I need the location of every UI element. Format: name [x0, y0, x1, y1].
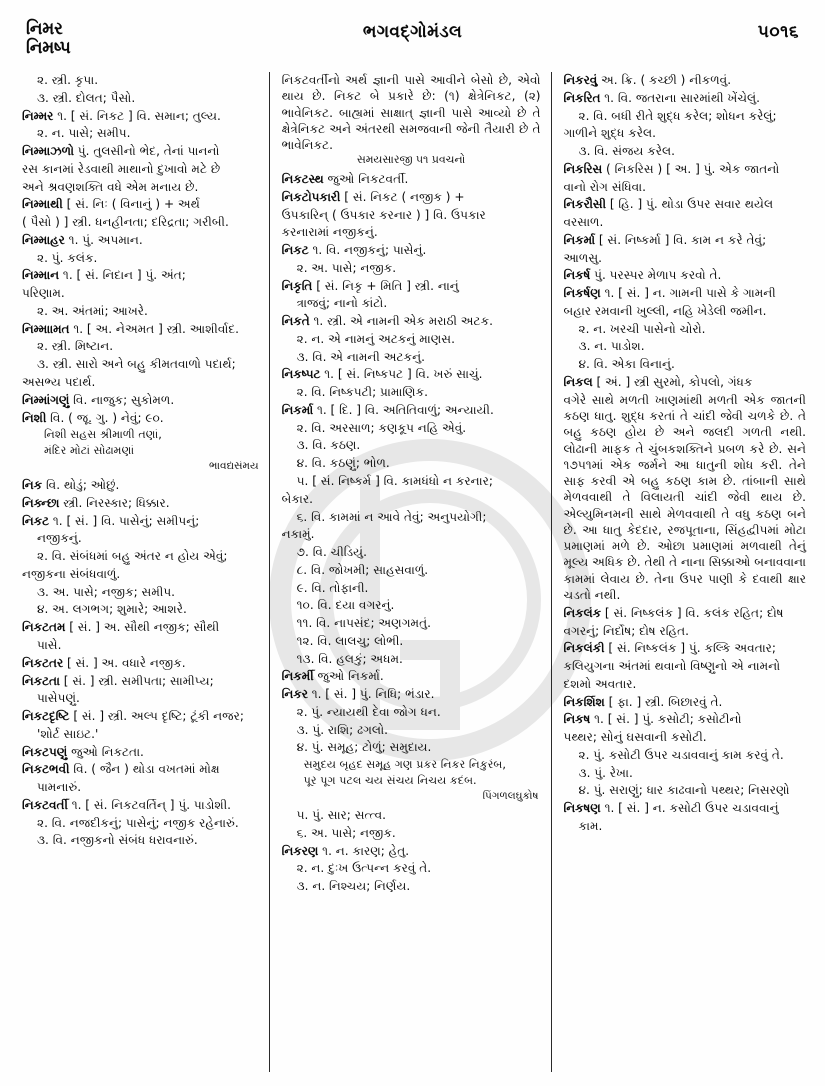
entry-sense: ૩. ન. નિશ્ચય; નિર્ણય.	[296, 879, 411, 894]
dictionary-title: ભગવદ્ગોમંડલ	[362, 22, 463, 42]
dictionary-entry	[564, 640, 806, 656]
entry-definition: [ સં. નિકટ ( નજીક ) +	[340, 189, 465, 204]
entry-headword: નિકટ	[22, 513, 50, 528]
entry-sense: ૫. [ સં. નિષ્કર્મ ] વિ. કામધંધો ન કરનાર;	[296, 474, 493, 488]
entry-sense: ૨. સ્ત્રી. કૃપા.	[37, 73, 99, 87]
verse-line: પૂર પૂગ પટલ ચય સંચય નિચય કદંબ.	[303, 774, 477, 788]
dictionary-entry	[564, 72, 806, 88]
entry-sense: ૬. અ. પાસે; નજીક.	[296, 825, 396, 840]
entry-definition: [ સં. નિષ્કર્મા ] વિ. કામ ન કરે તેવું;	[595, 232, 767, 247]
entry-definition: [ ફા. ] સ્ત્રી. બિછારવું તે.	[604, 694, 723, 709]
dictionary-entry	[564, 232, 806, 248]
entry-continuation: કરનારામાં નજીકનું.	[281, 225, 378, 240]
entry-definition: જુઓ નિકટવર્તી.	[323, 171, 409, 186]
dictionary-entry	[22, 143, 261, 159]
entry-headword: નિકટભવી	[22, 762, 70, 777]
entry-headword: નિકષ	[563, 712, 591, 727]
entry-sense: ૪. પું. સરાણું; ધાર કાઢવાનો પથ્થર; નિસરણો	[578, 783, 790, 798]
entry-headword: નિમ્માહર	[22, 232, 65, 247]
dictionary-entry	[282, 668, 541, 684]
entry-definition: વિ. નાજુક; સુકોમળ.	[69, 392, 175, 407]
entry-definition: [ સં. નિઃ ( વિનાનું ) + અર્થ	[62, 197, 200, 212]
entry-continuation: પામનારું.	[37, 780, 82, 795]
entry-sense: ૩. વિ. એ નામની અટકનું.	[296, 349, 425, 364]
entry-continuation: ( પૈસો ) ] સ્ત્રી. ધનહીનતા; દરિદ્રતા; ગરીબી.	[22, 215, 229, 230]
dictionary-entry	[564, 285, 806, 301]
entry-definition: ૧. પું. અપમાન.	[64, 232, 143, 247]
entry-sense: ૬. વિ. કામમાં ન આવે તેવું; અનુપયોગી;	[296, 509, 487, 524]
entry-headword: નિકતે	[281, 314, 310, 329]
dictionary-entry	[282, 278, 541, 294]
entry-sense: ૩. પું. રાશિ; ઢગલો.	[296, 722, 388, 737]
entry-headword: નિકલ	[563, 375, 593, 390]
entry-definition: વિ. થોડું; ઓછું.	[42, 478, 120, 493]
entry-definition: [ સં. નિષ્કલંક ] વિ. કલંક રહિત; દોષ	[601, 605, 784, 620]
dictionary-entry	[282, 171, 541, 187]
entry-sense: ૪. વિ. કઠણું; ભોળ.	[296, 456, 390, 471]
entry-sense: ૨. વિ. સંબંધમાં બહુ અંતર ન હોય એવું;	[37, 549, 228, 564]
entry-definition: ૧. [ સં. નિકટવર્તિન્ ] પું. પાડોશી.	[67, 797, 232, 812]
entry-sense: ૭. વિ. ચીડિયું.	[296, 545, 367, 560]
entry-definition: ૧. [ સં. ] ન. ગામની પાસે કે ગામની	[600, 286, 776, 301]
entry-sense: ૩. વિ. સંજય કરેલ.	[578, 144, 675, 159]
entry-continuation: કામ.	[578, 818, 603, 833]
dictionary-entry	[22, 267, 261, 283]
entry-continuation: વગરનું; નિર્દોષ; દોષ રહિત.	[563, 623, 689, 638]
entry-definition: ૧. [ દિ. ] વિ. અતિતિવાળું; અન્યાયી.	[313, 402, 494, 417]
entry-definition: વિ. ( જૈન ) થોડા વખતમાં મોક્ષ	[69, 762, 220, 777]
dictionary-entry	[282, 843, 541, 859]
entry-continuation: દશમો અવતાર.	[563, 676, 637, 691]
dictionary-entry	[22, 673, 261, 689]
entry-headword: નિકટસ્થ	[281, 171, 324, 186]
entry-continuation: ગાળીને શુદ્ધ કરેલ.	[563, 126, 657, 141]
entry-headword: નિમ્માંગણું	[22, 392, 70, 407]
entry-headword: નિકલંકી	[563, 641, 605, 656]
entry-sense: ૨. ન. ખરચી પાસેનો ચોરો.	[578, 321, 706, 336]
dictionary-entry	[22, 797, 261, 813]
dictionary-entry	[564, 196, 806, 212]
entry-sense: ૩. વિ. નજીકનો સંબંધ ધરાવનારું.	[37, 833, 198, 848]
dictionary-entry	[564, 267, 806, 283]
entry-continuation: અસભ્ય પદાર્થ.	[22, 375, 96, 390]
running-head-left-line1: નિમર	[26, 19, 63, 39]
dictionary-entry	[564, 694, 806, 710]
entry-definition: ૧. વિ. નજીકનું; પાસેનું.	[308, 243, 427, 258]
entry-headword: નિકર્મી	[281, 669, 314, 684]
entry-continuation: પાસેપણું.	[37, 691, 80, 706]
dictionary-entry	[22, 761, 261, 777]
verse-line: મંદિર મોટાં સોઢામણાં	[44, 444, 135, 458]
entry-headword: નિક	[22, 478, 43, 493]
entry-headword: નિકર	[281, 687, 308, 702]
entry-headword: નિકટતા	[22, 673, 60, 688]
entry-sense: ૨. પું. કસોટી ઉપર ચડાવવાનું કામ કરવું તે.	[578, 747, 784, 762]
entry-definition: પું. તુલસીનો ભેદ, તેનાં પાનનો	[73, 144, 220, 159]
entry-sense: ૩. ન. પાડોશ.	[578, 339, 645, 354]
entry-continuation: ત્રાજવું; નાનો કાંટો.	[296, 296, 388, 311]
entry-headword: નિકરિત	[563, 90, 601, 105]
entry-definition: જુઓ નિકર્મા.	[313, 669, 384, 684]
running-head-left-line2: નિમષ્પ	[26, 38, 71, 59]
entry-definition: [ સં. નિકૃ + મિતિ ] સ્ત્રી. નાનું	[312, 278, 459, 293]
entry-continuation: પરિણામ.	[22, 286, 65, 301]
dictionary-entry	[22, 108, 261, 124]
entry-sense: ૩. સ્ત્રી. દોલત; પૈસો.	[37, 90, 136, 105]
dictionary-entry	[22, 410, 261, 426]
entry-sense: ૨. સ્ત્રી. મિષ્ટાન.	[37, 339, 114, 354]
entry-headword: નિમ્માથી	[22, 197, 63, 212]
dictionary-entry	[564, 800, 806, 816]
entry-headword: નિકલંક	[563, 605, 602, 620]
dictionary-entry	[564, 605, 806, 621]
entry-headword: નિકરૌસી	[563, 197, 607, 212]
dictionary-entry	[22, 495, 261, 511]
entry-headword: નિકટતમ	[22, 620, 66, 635]
entry-definition: ૧. ન. કારણ; હેતુ.	[318, 843, 410, 858]
entry-sense: ૪. પું. સમૂહ; ટોળું; સમુદાય.	[296, 740, 432, 755]
entry-continuation: નકામું.	[281, 527, 315, 542]
entry-headword: નિમ્મર	[22, 108, 54, 123]
entry-headword: નિમ્માન	[22, 268, 60, 283]
column-1	[22, 72, 269, 1072]
entry-continuation: વગેરે સાથે મળતી ખાણમાંથી મળતી એક જાતની કઠણ ધાતુ. શુદ્ધ કરતાં તે ચાંદી જેવી ચળકે છે. તે બહુ કઠણ હોય છે અને જલદી ગળતી નથી. લોઢાની માફક તે ચુંબકશક્તિને પ્રબળ કરે છે. સને ૧૭૫૧માં એક જર્મને આ ધાતુની શોધ કરી. તેને સાફ કરવી એ બહુ કઠણ કામ છે. તાંબાની સાથે મેળવવાથી તે વિલાયતી ચાંદી જેવી થાય છે. એલ્યુમિનમની સાથે મેળવવાથી તે વધુ કઠણ બને છે. આ ધાતુ કેદદાર, રજપૂતાના, સિંહદ્વીપમાં મોટા પ્રમાણમાં મળે છે. ઓછા પ્રમાણમાં મળવાથી તેનું મૂલ્ય અધિક છે. તેથી તે નાના સિક્કાઓ બનાવવાના કામમાં લેવાય છે. તેના ઉપર પાણી કે દવાથી ક્ષાર ચડતો નથી.	[563, 392, 806, 602]
dictionary-entry	[282, 366, 541, 382]
entry-headword: નિકર્મા	[563, 232, 595, 247]
entry-headword: નિકટોપકારી	[281, 189, 341, 204]
dictionary-entry	[22, 744, 261, 760]
dictionary-entry	[22, 708, 261, 724]
page-number: ૫૦૧૬	[757, 22, 799, 42]
dictionary-entry	[22, 232, 261, 248]
running-head	[26, 20, 799, 70]
dictionary-entry	[282, 189, 541, 205]
entry-definition: [ સં. નિષ્કલંક ] પું. કલ્કિ અવતાર;	[604, 641, 777, 656]
entry-sense: ૧૨. વિ. લાલચુ; લોભી.	[296, 633, 404, 648]
dictionary-entry	[22, 513, 261, 529]
entry-definition: ૧. [ સં. ] પું. કસોટી; કસોટીનો	[590, 712, 742, 727]
dictionary-entry	[564, 711, 806, 727]
verse-line: સમુદય બૃહદ સમૂહ ગણ પ્રકર નિકર નિકુરંબ,	[303, 758, 506, 772]
entry-continuation: નજીકનું.	[37, 531, 82, 546]
entry-definition: [ અં. ] સ્ત્રી સુરમો, કોપલો, ગંધક	[592, 375, 753, 390]
verse-line: નિશી સહસ શ્રીમાળી તણાં,	[44, 428, 162, 442]
entry-sense: ૧૧. વિ. નાપસંદ; અણગમતું.	[296, 616, 431, 631]
entry-headword: નિકરવું	[563, 73, 598, 87]
verse-quotation	[22, 427, 261, 459]
entry-sense: ૪. અ. લગભગ; શુમારે; આશરે.	[37, 602, 187, 617]
entry-sense: ૨. અ. પાસે; નજીક.	[296, 260, 397, 275]
entry-headword: નિકટવર્તી	[22, 797, 68, 812]
entry-continuation: આળસુ.	[563, 250, 602, 265]
entry-definition: [ સં. ] અ. વધારે નજીક.	[63, 655, 186, 670]
entry-sense: ૨. પું. કલંક.	[37, 250, 98, 265]
entry-headword: નિકર્શિશ	[563, 694, 605, 709]
entry-definition: [ સં. ] અ. સૌથી નજીક; સૌથી	[65, 620, 220, 635]
entry-definition: ૧. [ સં. ] ન. કસોટી ઉપર ચડાવવાનું	[600, 801, 779, 816]
entry-definition: ( નિકરિસ ) [ અ. ] પું. એક જાતનો	[602, 161, 780, 176]
entry-definition: અ. ક્રિ. ( કચ્છી ) નીકળવું.	[597, 73, 732, 87]
verse-quotation	[282, 757, 541, 789]
entry-definition: ૧. [ અ. નેઅમત ] સ્ત્રી. આશીર્વાદ.	[69, 321, 239, 336]
column-2	[269, 72, 552, 1072]
entry-sense: ૩. વિ. કઠણ.	[296, 438, 361, 453]
entry-definition: સ્ત્રી. નિરસ્કાર; ધિક્કાર.	[59, 495, 170, 510]
column-container	[22, 72, 806, 1072]
entry-definition: ૧. સ્ત્રી. એ નામની એક મરાઠી અટક.	[309, 314, 493, 329]
entry-definition: ૧. [ સં. નિષ્કપટ ] વિ. ખરું સાચું.	[320, 367, 483, 382]
dictionary-entry	[282, 686, 541, 702]
entry-headword: નિકરિસ	[563, 161, 603, 176]
dictionary-entry	[22, 321, 261, 337]
entry-continuation: કલિયુગના અંતમાં થવાનો વિષ્ણુનો એ નામનો	[563, 659, 781, 674]
entry-definition: ૧. વિ. જતરાના સારમાંથી ખેંચેલું.	[600, 90, 761, 105]
entry-sense: ૨. વિ. નજદીકનું; પાસેનું; નજીક રહેનારું.	[37, 815, 239, 830]
entry-sense: ૩. પું. રેખા.	[578, 765, 633, 780]
entry-continuation: પાસે.	[37, 638, 62, 652]
entry-definition: ૧. [ સં. નિકટ ] વિ. સમાન; તુલ્ય.	[53, 108, 221, 123]
entry-continuation: ઉપકારિન્ ( ઉપકાર કરનાર ) ] વિ. ઉપકાર	[281, 207, 486, 222]
entry-definition: ૧. [ સં. ] વિ. પાસેનું; સમીપનું;	[49, 513, 200, 528]
citation-source: સમયસારજી ૫૧ પ્રવચનો	[356, 153, 466, 167]
entry-definition: વિ. ( જૂ. ગુ. ) નેવું; ૯૦.	[46, 410, 164, 425]
entry-definition: પું. પરસ્પર મેળાપ કરવો તે.	[590, 268, 722, 283]
dictionary-entry	[22, 655, 261, 671]
entry-sense: ૨. અ. અંતમાં; આખરે.	[37, 303, 148, 318]
entry-headword: નિમ્માઝળો	[22, 144, 74, 159]
entry-definition: [ હિ. ] પું. થોડા ઉપર સવાર થયેલ	[606, 197, 774, 212]
dictionary-entry	[282, 242, 541, 258]
entry-sense: ૧૦. વિ. દયા વગરનું.	[296, 598, 395, 613]
entry-sense: ૫. પું. સાર; સત્ત્વ.	[296, 808, 386, 823]
quotation-attribution: ભાવદ્યસંમય	[209, 460, 259, 473]
entry-headword: નિકટદૃષ્ટિ	[22, 709, 70, 724]
dictionary-entry	[22, 196, 261, 212]
dictionary-entry	[22, 619, 261, 635]
entry-continuation: વાનો રોગ સંધિવા.	[563, 179, 646, 194]
entry-sense: ૨. વિ. નિષ્કપટી; પ્રામાણિક.	[296, 385, 428, 400]
entry-continuation: રસ કાનમાં રેડવાથી માથાનો દુખાવો મટે છે	[22, 161, 221, 176]
dictionary-entry	[564, 161, 806, 177]
entry-headword: નિકટપણું	[22, 744, 68, 759]
entry-sense: ૨. વિ. અરસાળ; કણકૂપ નહિ એવું.	[296, 420, 467, 435]
dictionary-entry	[22, 477, 261, 493]
entry-headword: નિકરણ	[281, 843, 319, 858]
entry-continuation: નજીકના સંબંધવાળું.	[22, 566, 121, 581]
entry-headword: નિકર્ષણ	[563, 286, 601, 301]
entry-sense: ૯. વિ. તોફાની.	[296, 580, 369, 595]
entry-sense: ૨. ન. દુઃખ ઉત્પન્ન કરવું તે.	[296, 861, 432, 876]
entry-sense: ૪. વિ. એકા વિનાનું.	[578, 357, 675, 372]
entry-sense: ૨. ન. પાસે; સમીપ.	[37, 126, 131, 141]
dictionary-entry	[22, 392, 261, 408]
quotation-attribution: પિંગળલઘુકોષ	[482, 790, 539, 803]
entry-sense: ૧૩. વિ. હલકું; અધમ.	[296, 651, 403, 666]
entry-sense: ૨. પું. ન્યાયથી દેવા જોગ ધન.	[296, 704, 441, 719]
entry-headword: નિકષ્પટ	[281, 367, 321, 382]
entry-headword: નિકર્ષ	[563, 268, 591, 283]
entry-continuation: અને શ્રવણશક્તિ વધે એમ મનાય છે.	[22, 179, 199, 194]
entry-headword: નિક્ન્છા	[22, 495, 60, 510]
entry-sense: ૩. અ. પાસે; નજીક; સમીપ.	[37, 584, 176, 599]
dictionary-entry	[564, 90, 806, 106]
entry-headword: નિકર્મા	[281, 402, 314, 417]
column-3	[552, 72, 806, 1072]
entry-definition: [ સં. ] સ્ત્રી. અલ્પ દૃષ્ટિ; ટૂંકી નજર;	[69, 709, 244, 724]
entry-sense: ૨. વિ. બધી રીતે શુદ્ધ કરેલ; શોધન કરેલું;	[578, 108, 777, 123]
entry-continuation: 'શોર્ટ સાઇટ.'	[37, 726, 99, 741]
entry-headword: નિમ્માામત	[22, 321, 70, 336]
entry-headword: નિશી	[22, 410, 47, 425]
entry-continuation: પથ્થર; સોનું ઘસવાની કસોટી.	[563, 730, 707, 745]
dictionary-entry	[564, 374, 806, 390]
entry-definition: [ સં. ] સ્ત્રી. સમીપતા; સામીપ્ય;	[59, 673, 214, 688]
entry-sense: ૮. વિ. જોખમી; સાહસવાળું.	[296, 562, 429, 577]
entry-continuation: બહાર રમવાની ખુલ્લી, નહિ ખેડેલી જમીન.	[563, 303, 767, 318]
entry-definition: જુઓ નિકટતા.	[67, 744, 144, 759]
entry-headword: નિકષણ	[563, 801, 601, 816]
entry-sense: ૨. ન. એ નામનું અટકનું માણસ.	[296, 331, 455, 346]
dictionary-entry	[282, 313, 541, 329]
entry-continuation: વરસાળ.	[563, 215, 604, 230]
entry-headword: નિકૃતિ	[281, 278, 313, 293]
entry-definition: ૧. [ સં. નિદાન ] પું. અંત;	[59, 268, 186, 283]
usage-citation: નિકટવર્તીનો અર્થ જ્ઞાની પાસે આવીને બેસો છે, એવો થાય છે. નિકટ બે પ્રકારે છે: (૧) ક્ષેત્રેનિકટ, (૨) ભાવેનિકટ. બાહ્યમાં સાક્ષાત્ જ્ઞાની પાસે આવ્યો છે તે ક્ષેત્રેનિકટ અને અંતરથી સમજવાની જેની તૈયારી છે તે ભાવેનિકટ.	[281, 73, 541, 153]
entry-continuation: બેકાર.	[281, 491, 313, 506]
entry-headword: નિકટ	[281, 243, 309, 258]
entry-definition: ૧. [ સં. ] પું. નિધિ; ભંડાર.	[307, 687, 435, 702]
entry-sense: ૩. સ્ત્રી. સારો અને બહુ કીમતવાળો પદાર્થ;	[37, 357, 236, 372]
dictionary-entry	[282, 402, 541, 418]
entry-headword: નિકટતર	[22, 655, 64, 670]
